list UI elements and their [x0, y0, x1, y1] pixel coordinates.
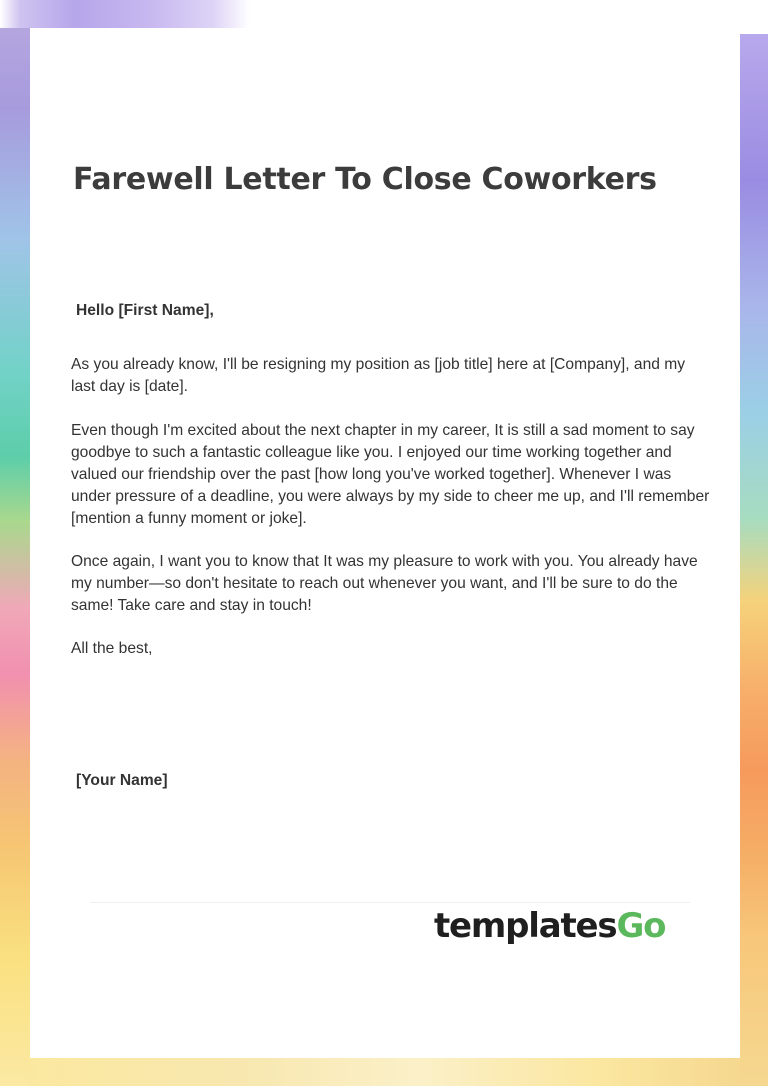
templatesgo-logo	[434, 906, 665, 946]
logo-text-go: Go	[616, 906, 666, 946]
logo-text-templates: templates	[434, 906, 617, 946]
watercolor-border-bottom	[30, 1058, 740, 1086]
letter-paragraph-1: As you already know, I'll be resigning my position as [job title] here at [Company], and my last day is [date].	[71, 356, 686, 395]
letter-greeting: Hello [First Name],	[76, 302, 214, 319]
watercolor-border-right	[738, 34, 768, 1086]
letter-signature: [Your Name]	[76, 772, 168, 789]
letter-title: Farewell Letter To Close Coworkers	[73, 162, 657, 197]
watercolor-border-top	[0, 0, 250, 28]
letter-paragraph-2: Even though I'm excited about the next chapter in my career, It is still a sad moment to say goodbye to such a fantastic colleague like you. I enjoyed our time working together and valued our friendship over the past [how long you've worked together]. Whenever I was under pressure of a deadline, you were always by my side to cheer me up, and I'll remember [mention a funny moment or joke].	[71, 422, 710, 527]
letter-closing: All the best,	[71, 640, 153, 657]
footer-divider	[90, 902, 690, 903]
letter-paragraph-3: Once again, I want you to know that It was my pleasure to work with you. You already have my number—so don't hesitate to reach out whenever you want, and I'll be sure to do the same! Take care and stay in touch!	[71, 553, 698, 614]
